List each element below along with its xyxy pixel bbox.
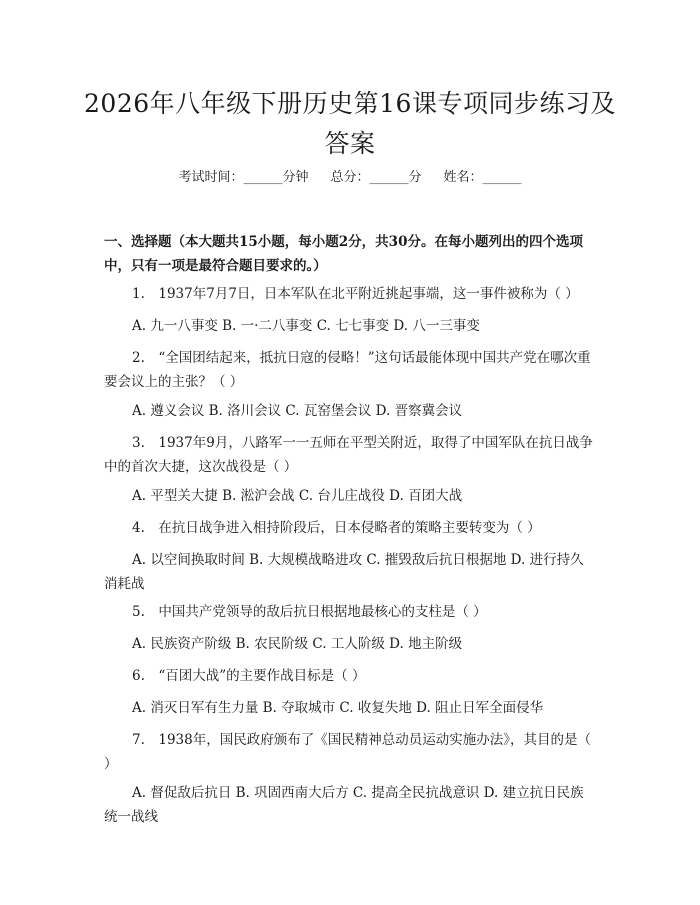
document-title: 2026年八年级下册历史第16课专项同步练习及答案	[84, 89, 616, 158]
question-7-options: A. 督促敌后抗日 B. 巩固西南大后方 C. 提高全民抗战意识 D. 建立抗日民族统一战线	[104, 785, 584, 825]
question-2-stem: 2. “全国团结起来，抵抗日寇的侵略！”这句话最能体现中国共产党在哪次重要会议上的主张？（ ）	[104, 350, 591, 390]
question-4-options: A. 以空间换取时间 B. 大规模战略进攻 C. 摧毁敌后抗日根据地 D. 进行持久消耗战	[104, 552, 584, 592]
question-5-stem: 5. 中国共产党领导的敌后抗日根据地最核心的支柱是（ ）	[132, 604, 487, 620]
question-1-options: A. 九一八事变 B. 一·二八事变 C. 七七事变 D. 八一三事变	[132, 318, 480, 334]
total-score: 总分：______分	[330, 170, 422, 185]
section-heading: 一、选择题（本大题共15小题，每小题2分，共30分。在每小题列出的四个选项中，只有一项是最符合题目要求的。）	[104, 234, 583, 274]
exam-time: 考试时间：______分钟	[178, 170, 309, 185]
exam-meta	[0, 168, 700, 188]
question-3-options: A. 平型关大捷 B. 淞沪会战 C. 台儿庄战役 D. 百团大战	[132, 488, 463, 504]
question-6-stem: 6. “百团大战”的主要作战目标是（ ）	[132, 668, 366, 684]
question-2-options: A. 遵义会议 B. 洛川会议 C. 瓦窑堡会议 D. 晋察冀会议	[132, 403, 463, 419]
question-3-stem: 3. 1937年9月，八路军一一五师在平型关附近，取得了中国军队在抗日战争中的首次大捷，这次战役是（ ）	[104, 435, 593, 475]
question-5-options: A. 民族资产阶级 B. 农民阶级 C. 工人阶级 D. 地主阶级	[132, 636, 463, 652]
student-name: 姓名：______	[443, 170, 522, 185]
question-6-options: A. 消灭日军有生力量 B. 夺取城市 C. 收复失地 D. 阻止日军全面侵华	[132, 700, 544, 716]
question-4-stem: 4. 在抗日战争进入相持阶段后，日本侵略者的策略主要转变为（ ）	[132, 520, 541, 536]
question-1-stem: 1. 1937年7月7日，日本军队在北平附近挑起事端，这一事件被称为（ ）	[132, 286, 579, 302]
question-7-stem: 7. 1938年，国民政府颁布了《国民精神总动员运动实施办法》，其目的是（ ）	[104, 732, 591, 772]
